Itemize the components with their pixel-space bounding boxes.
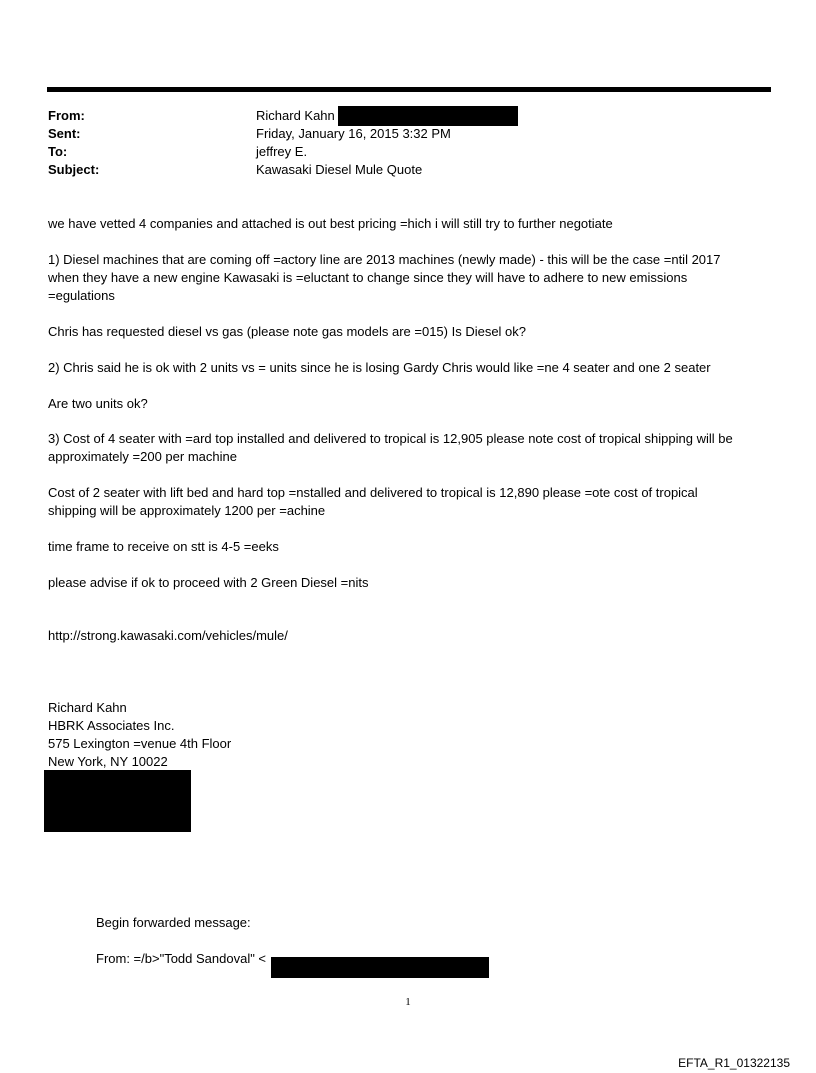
from-value: Richard Kahn	[256, 108, 335, 123]
from-label: From:	[48, 108, 85, 123]
redaction-forwarded-email	[271, 957, 489, 978]
subject-value: Kawasaki Diesel Mule Quote	[256, 162, 423, 177]
sent-value: Friday, January 16, 2015 3:32 PM	[256, 126, 451, 141]
redaction-from-email	[338, 106, 518, 126]
body-paragraph-3: Chris has requested diesel vs gas (please note gas models are =015) Is Diesel ok?	[48, 324, 527, 339]
signature-address: 575 Lexington =venue 4th Floor	[48, 736, 232, 751]
body-paragraph-6-line-2: approximately =200 per machine	[48, 449, 237, 464]
body-paragraph-6-line-1: 3) Cost of 4 seater with =ard top installed and delivered to tropical is 12,905 please note cost of tropical shipping will be	[48, 431, 733, 446]
body-paragraph-8: time frame to receive on stt is 4-5 =eeks	[48, 539, 279, 554]
body-paragraph-7-line-1: Cost of 2 seater with lift bed and hard top =nstalled and delivered to tropical is 12,890 please =ote cost of tropical	[48, 485, 698, 500]
bates-number: EFTA_R1_01322135	[678, 1056, 790, 1070]
signature-city: New York, NY 10022	[48, 754, 168, 769]
body-paragraph-4: 2) Chris said he is ok with 2 units vs = units since he is losing Gardy Chris would like =ne 4 seater and one 2 seater	[48, 360, 711, 375]
forwarded-from-line: From: =/b>"Todd Sandoval" <	[96, 951, 267, 966]
body-paragraph-2-line-3: =egulations	[48, 288, 115, 303]
forwarded-intro: Begin forwarded message:	[96, 915, 251, 930]
page-number: 1	[405, 996, 411, 1008]
top-rule	[47, 87, 771, 92]
body-paragraph-7-line-2: shipping will be approximately 1200 per =achine	[48, 503, 326, 518]
subject-label: Subject:	[48, 162, 100, 177]
body-paragraph-5: Are two units ok?	[48, 396, 148, 411]
signature-company: HBRK Associates Inc.	[48, 718, 175, 733]
to-label: To:	[48, 144, 68, 159]
body-paragraph-2-line-2: when they have a new engine Kawasaki is =eluctant to change since they will have to adhere to new emissions	[48, 270, 688, 285]
body-paragraph-2-line-1: 1) Diesel machines that are coming off =actory line are 2013 machines (newly made) - this will be the case =ntil 2017	[48, 252, 721, 267]
body-paragraph-1: we have vetted 4 companies and attached is out best pricing =hich i will still try to further negotiate	[48, 216, 613, 231]
sent-label: Sent:	[48, 126, 81, 141]
signature-name: Richard Kahn	[48, 700, 127, 715]
body-paragraph-9: please advise if ok to proceed with 2 Green Diesel =nits	[48, 575, 369, 590]
to-value: jeffrey E.	[256, 144, 308, 159]
redaction-signature-block	[44, 770, 191, 832]
body-link[interactable]: http://strong.kawasaki.com/vehicles/mule/	[48, 628, 288, 643]
